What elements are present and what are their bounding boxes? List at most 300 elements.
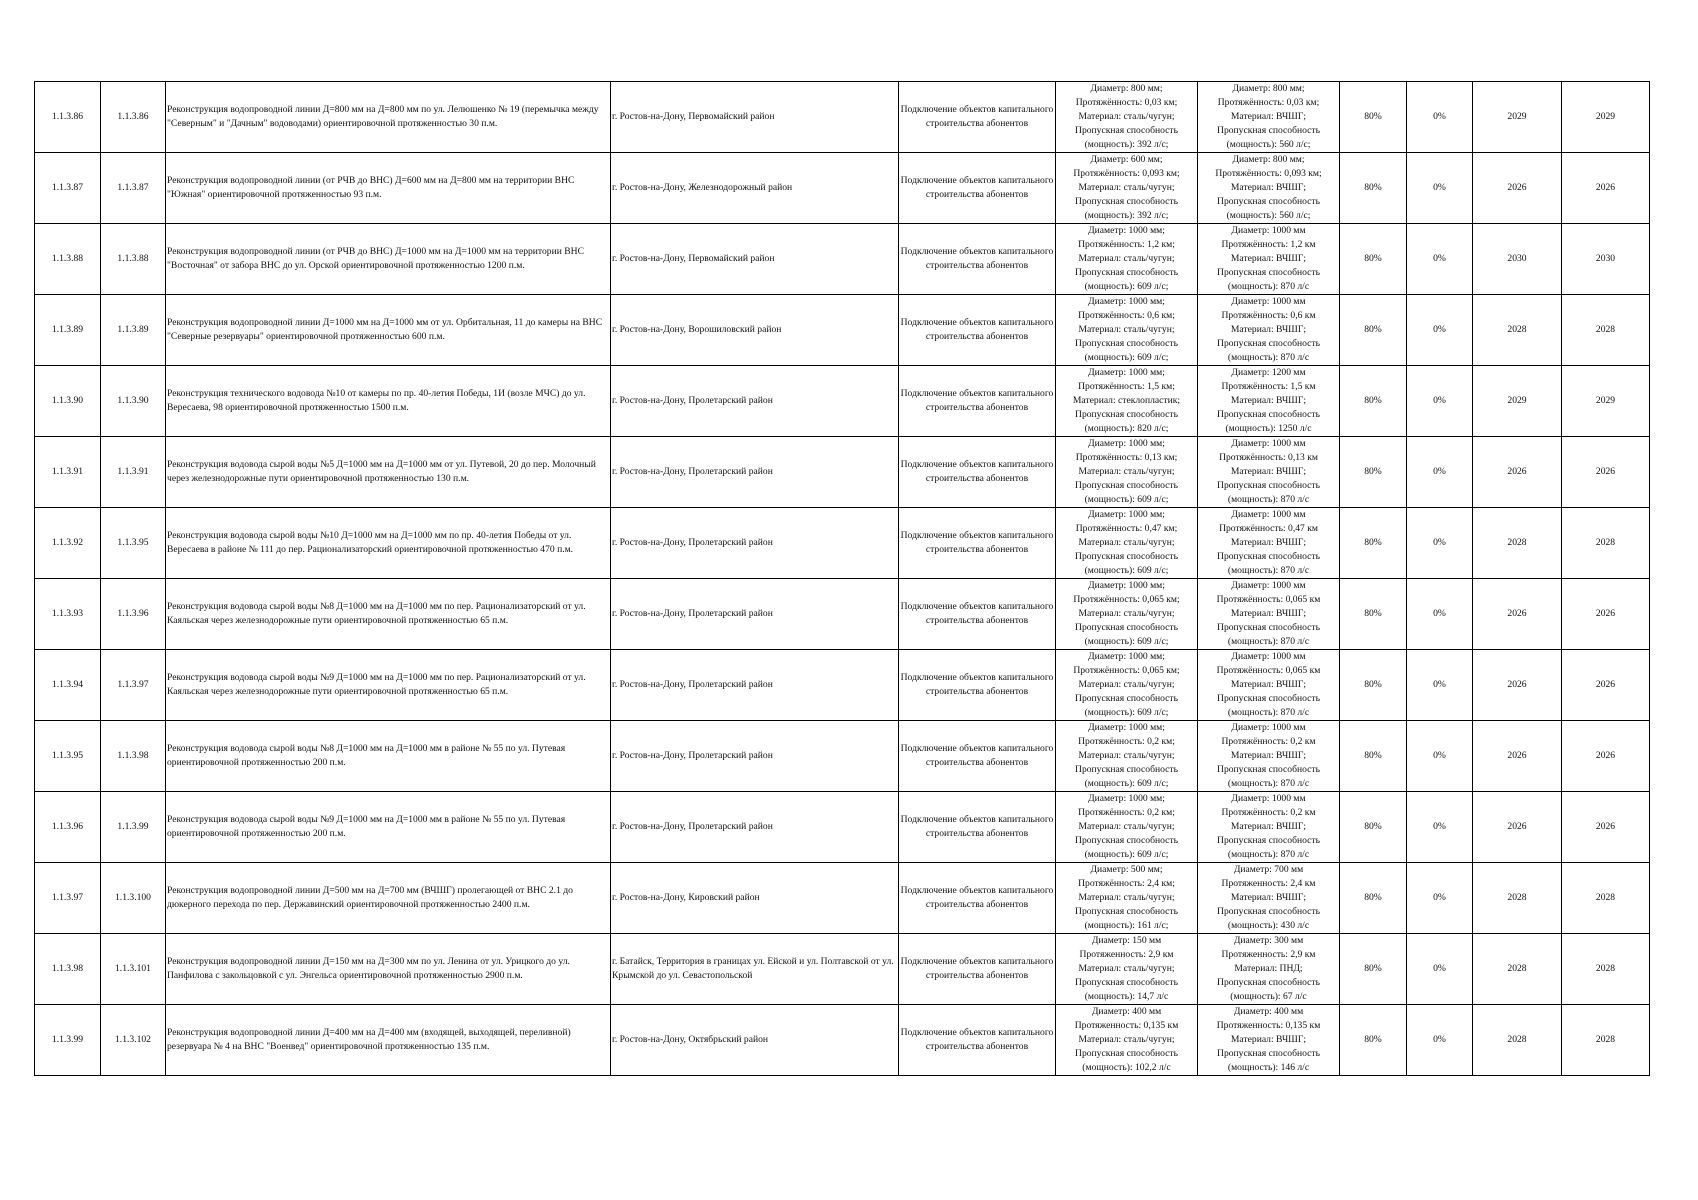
param-line: Протяженность: 2,9 км (1079, 949, 1174, 960)
table-row (35, 295, 1650, 366)
cell-params-before (1056, 508, 1198, 579)
param-line: Диаметр: 1000 мм (1231, 722, 1306, 733)
cell-project-name: Реконструкция водопроводной линии Д=400 мм на Д=400 мм (входящей, выходящей, переливной) резервуара № 4 на ВНС "Военвед" ориентировочной протяженностью 135 п.м. (166, 1005, 611, 1076)
param-line: (мощность): 609 л/с; (1084, 281, 1169, 292)
param-line: Диаметр: 800 мм; (1232, 154, 1305, 165)
cell-project-code: 1.1.3.87 (101, 153, 166, 224)
table-row (35, 366, 1650, 437)
table-row (35, 792, 1650, 863)
cell-item-number: 1.1.3.90 (35, 366, 101, 437)
cell-project-code: 1.1.3.90 (101, 366, 166, 437)
cell-params-before (1056, 1005, 1198, 1076)
param-line: Протяжённость: 0,065 км; (1073, 594, 1180, 605)
cell-location: г. Ростов-на-Дону, Пролетарский район (611, 792, 899, 863)
cell-wear-before: 80% (1340, 224, 1407, 295)
cell-wear-before: 80% (1340, 366, 1407, 437)
cell-params-before (1056, 792, 1198, 863)
cell-project-name: Реконструкция водопроводной линии (от РЧВ до ВНС) Д=1000 мм на Д=1000 мм на территории ВНС "Восточная" от забора ВНС до ул. Орской ориентировочной протяженностью 1200 п.м. (166, 224, 611, 295)
param-line: Диаметр: 1000 мм; (1088, 580, 1165, 591)
cell-project-code: 1.1.3.91 (101, 437, 166, 508)
param-line: Диаметр: 600 мм; (1090, 154, 1163, 165)
table-row (35, 82, 1650, 153)
cell-item-number: 1.1.3.93 (35, 579, 101, 650)
param-line: Диаметр: 500 мм; (1090, 864, 1163, 875)
cell-year-end: 2026 (1562, 650, 1650, 721)
param-line: Диаметр: 1000 мм; (1088, 367, 1165, 378)
param-line: (мощность): 560 л/с; (1226, 210, 1311, 221)
cell-year-end: 2028 (1562, 863, 1650, 934)
cell-wear-before: 80% (1340, 863, 1407, 934)
cell-purpose: Подключение объектов капитального строительства абонентов (899, 82, 1056, 153)
param-line: (мощность): 870 л/с (1227, 707, 1310, 718)
cell-year-end: 2028 (1562, 934, 1650, 1005)
param-line: Материал: сталь/чугун; (1078, 821, 1175, 832)
param-line: Диаметр: 1000 мм; (1088, 793, 1165, 804)
param-line: Материал: ПНД; (1234, 963, 1303, 974)
cell-year-start: 2029 (1473, 366, 1562, 437)
cell-location: г. Ростов-на-Дону, Пролетарский район (611, 650, 899, 721)
param-line: Протяжённость: 1,2 км; (1078, 239, 1175, 250)
cell-wear-after: 0% (1407, 295, 1473, 366)
cell-year-start: 2026 (1473, 437, 1562, 508)
cell-project-name: Реконструкция технического водовода №10 от камеры по пр. 40-летия Победы, 1И (возле МЧС) до ул. Вересаева, 98 ориентировочной протяженностью 1500 п.м. (166, 366, 611, 437)
param-line: Пропускная способность (1075, 1048, 1178, 1059)
param-line: Материал: сталь/чугун; (1078, 111, 1175, 122)
param-line: Диаметр: 1000 мм (1231, 793, 1306, 804)
cell-wear-after: 0% (1407, 934, 1473, 1005)
cell-wear-after: 0% (1407, 508, 1473, 579)
cell-project-name: Реконструкция водопроводной линии Д=1000 мм на Д=1000 мм от ул. Орбитальная, 11 до камеры на ВНС "Северные резервуары" ориентировочной протяженностью 600 п.м. (166, 295, 611, 366)
cell-wear-before: 80% (1340, 721, 1407, 792)
param-line: (мощность): 870 л/с (1227, 494, 1310, 505)
table-row (35, 721, 1650, 792)
param-line: (мощность): 14,7 л/с (1084, 991, 1169, 1002)
cell-project-name: Реконструкция водовода сырой воды №8 Д=1000 мм на Д=1000 мм по пер. Рационализаторский от ул. Каяльская через железнодорожные пути ориентировочной протяженностью 65 п.м. (166, 579, 611, 650)
param-line: Пропускная способность (1217, 480, 1320, 491)
param-line: Пропускная способность (1217, 551, 1320, 562)
param-line: (мощность): 609 л/с; (1084, 707, 1169, 718)
cell-wear-after: 0% (1407, 1005, 1473, 1076)
cell-wear-before: 80% (1340, 1005, 1407, 1076)
cell-wear-after: 0% (1407, 224, 1473, 295)
cell-params-before (1056, 366, 1198, 437)
cell-wear-before: 80% (1340, 792, 1407, 863)
cell-params-after (1198, 650, 1340, 721)
cell-item-number: 1.1.3.94 (35, 650, 101, 721)
cell-project-code: 1.1.3.98 (101, 721, 166, 792)
param-line: Протяжённость: 0,6 км (1221, 310, 1316, 321)
param-line: Пропускная способность (1217, 125, 1320, 136)
param-line: Материал: сталь/чугун; (1078, 253, 1175, 264)
param-line: Пропускная способность (1217, 764, 1320, 775)
cell-location: г. Ростов-на-Дону, Пролетарский район (611, 437, 899, 508)
param-line: Протяжённость: 0,065 км (1216, 594, 1321, 605)
cell-item-number: 1.1.3.96 (35, 792, 101, 863)
cell-wear-before: 80% (1340, 82, 1407, 153)
param-line: Материал: сталь/чугун; (1078, 963, 1175, 974)
param-line: Протяжённость: 0,2 км (1221, 807, 1316, 818)
cell-project-code: 1.1.3.102 (101, 1005, 166, 1076)
param-line: (мощность): 392 л/с; (1084, 139, 1169, 150)
param-line: (мощность): 870 л/с (1227, 565, 1310, 576)
cell-item-number: 1.1.3.97 (35, 863, 101, 934)
cell-location: г. Ростов-на-Дону, Первомайский район (611, 224, 899, 295)
cell-wear-after: 0% (1407, 437, 1473, 508)
cell-params-after (1198, 792, 1340, 863)
param-line: Протяжённость: 0,47 км (1219, 523, 1318, 534)
param-line: Протяжённость: 1,5 км (1221, 381, 1316, 392)
param-line: Протяжённость: 0,065 км; (1073, 665, 1180, 676)
param-line: Материал: сталь/чугун; (1078, 892, 1175, 903)
cell-project-code: 1.1.3.96 (101, 579, 166, 650)
param-line: Пропускная способность (1075, 267, 1178, 278)
param-line: Протяжённость: 0,065 км (1216, 665, 1321, 676)
cell-purpose: Подключение объектов капитального строительства абонентов (899, 437, 1056, 508)
cell-params-before (1056, 579, 1198, 650)
param-line: Пропускная способность (1075, 622, 1178, 633)
cell-params-after (1198, 863, 1340, 934)
cell-project-code: 1.1.3.100 (101, 863, 166, 934)
cell-year-end: 2026 (1562, 153, 1650, 224)
cell-purpose: Подключение объектов капитального строительства абонентов (899, 792, 1056, 863)
cell-project-name: Реконструкция водовода сырой воды №9 Д=1000 мм на Д=1000 мм в районе № 55 по ул. Путевая ориентировочной протяженностью 200 п.м. (166, 792, 611, 863)
cell-location: г. Ростов-на-Дону, Ворошиловский район (611, 295, 899, 366)
cell-params-before (1056, 82, 1198, 153)
param-line: Протяженность: 2,4 км (1221, 878, 1316, 889)
cell-project-code: 1.1.3.95 (101, 508, 166, 579)
param-line: (мощность): 870 л/с (1227, 778, 1310, 789)
cell-item-number: 1.1.3.98 (35, 934, 101, 1005)
cell-year-end: 2026 (1562, 792, 1650, 863)
param-line: Пропускная способность (1075, 338, 1178, 349)
cell-year-start: 2028 (1473, 1005, 1562, 1076)
param-line: Материал: ВЧШГ; (1230, 324, 1307, 335)
param-line: Диаметр: 1000 мм (1231, 651, 1306, 662)
param-line: Протяжённость: 0,2 км; (1078, 807, 1175, 818)
param-line: (мощность): 102,2 л/с (1082, 1062, 1171, 1073)
cell-purpose: Подключение объектов капитального строительства абонентов (899, 366, 1056, 437)
param-line: Пропускная способность (1217, 196, 1320, 207)
param-line: Пропускная способность (1075, 835, 1178, 846)
cell-wear-before: 80% (1340, 650, 1407, 721)
param-line: (мощность): 609 л/с; (1084, 778, 1169, 789)
table-row (35, 224, 1650, 295)
cell-wear-after: 0% (1407, 863, 1473, 934)
param-line: Диаметр: 1000 мм; (1088, 651, 1165, 662)
cell-location: г. Ростов-на-Дону, Октябрьский район (611, 1005, 899, 1076)
cell-item-number: 1.1.3.88 (35, 224, 101, 295)
param-line: Диаметр: 150 мм (1091, 935, 1162, 946)
cell-year-start: 2030 (1473, 224, 1562, 295)
cell-params-after (1198, 721, 1340, 792)
param-line: Диаметр: 1000 мм; (1088, 509, 1165, 520)
cell-wear-after: 0% (1407, 721, 1473, 792)
cell-location: г. Ростов-на-Дону, Пролетарский район (611, 721, 899, 792)
param-line: Материал: ВЧШГ; (1230, 750, 1307, 761)
param-line: (мощность): 1250 л/с (1225, 423, 1312, 434)
cell-purpose: Подключение объектов капитального строительства абонентов (899, 224, 1056, 295)
cell-year-end: 2029 (1562, 366, 1650, 437)
cell-project-code: 1.1.3.101 (101, 934, 166, 1005)
param-line: Материал: ВЧШГ; (1230, 821, 1307, 832)
param-line: Пропускная способность (1217, 409, 1320, 420)
cell-project-name: Реконструкция водопроводной линии Д=150 мм на Д=300 мм по ул. Ленина от ул. Урицкого до ул. Панфилова с закольцовкой с ул. Энгельса ориентировочной протяженностью 2900 п.м. (166, 934, 611, 1005)
param-line: (мощность): 392 л/с; (1084, 210, 1169, 221)
table-row (35, 650, 1650, 721)
cell-year-end: 2028 (1562, 508, 1650, 579)
param-line: Диаметр: 1000 мм (1231, 509, 1306, 520)
cell-project-name: Реконструкция водовода сырой воды №5 Д=1000 мм на Д=1000 мм от ул. Путевой, 20 до пер. Молочный через железнодорожные пути ориентировочной протяженностью 130 п.м. (166, 437, 611, 508)
param-line: Диаметр: 400 мм (1233, 1006, 1304, 1017)
cell-purpose: Подключение объектов капитального строительства абонентов (899, 153, 1056, 224)
param-line: Материал: ВЧШГ; (1230, 1034, 1307, 1045)
table-row (35, 863, 1650, 934)
cell-params-after (1198, 295, 1340, 366)
param-line: Материал: сталь/чугун; (1078, 182, 1175, 193)
cell-purpose: Подключение объектов капитального строительства абонентов (899, 1005, 1056, 1076)
cell-params-before (1056, 437, 1198, 508)
cell-params-after (1198, 153, 1340, 224)
cell-wear-before: 80% (1340, 153, 1407, 224)
cell-wear-after: 0% (1407, 792, 1473, 863)
cell-wear-before: 80% (1340, 579, 1407, 650)
param-line: Пропускная способность (1075, 977, 1178, 988)
cell-params-before (1056, 934, 1198, 1005)
cell-params-after (1198, 82, 1340, 153)
param-line: Протяженность: 2,9 км (1221, 949, 1316, 960)
cell-item-number: 1.1.3.99 (35, 1005, 101, 1076)
param-line: Материал: сталь/чугун; (1078, 679, 1175, 690)
param-line: Материал: сталь/чугун; (1078, 608, 1175, 619)
cell-params-after (1198, 508, 1340, 579)
cell-purpose: Подключение объектов капитального строительства абонентов (899, 934, 1056, 1005)
cell-params-before (1056, 295, 1198, 366)
param-line: Диаметр: 800 мм; (1090, 83, 1163, 94)
cell-project-code: 1.1.3.88 (101, 224, 166, 295)
cell-purpose: Подключение объектов капитального строительства абонентов (899, 721, 1056, 792)
cell-year-end: 2029 (1562, 82, 1650, 153)
cell-project-code: 1.1.3.89 (101, 295, 166, 366)
param-line: Пропускная способность (1217, 267, 1320, 278)
cell-location: г. Батайск, Территория в границах ул. Ейской и ул. Полтавской от ул. Крымской до ул. Севастопольской (611, 934, 899, 1005)
param-line: Пропускная способность (1075, 551, 1178, 562)
cell-purpose: Подключение объектов капитального строительства абонентов (899, 508, 1056, 579)
param-line: Пропускная способность (1075, 480, 1178, 491)
cell-params-before (1056, 650, 1198, 721)
cell-year-start: 2026 (1473, 721, 1562, 792)
param-line: Диаметр: 1000 мм; (1088, 296, 1165, 307)
table-row (35, 579, 1650, 650)
param-line: (мощность): 609 л/с; (1084, 494, 1169, 505)
cell-location: г. Ростов-на-Дону, Кировский район (611, 863, 899, 934)
param-line: Протяжённость: 0,093 км; (1215, 168, 1322, 179)
cell-wear-before: 80% (1340, 934, 1407, 1005)
param-line: Материал: ВЧШГ; (1230, 892, 1307, 903)
table-row (35, 437, 1650, 508)
cell-year-start: 2029 (1473, 82, 1562, 153)
cell-location: г. Ростов-на-Дону, Пролетарский район (611, 579, 899, 650)
cell-wear-after: 0% (1407, 366, 1473, 437)
cell-year-end: 2026 (1562, 721, 1650, 792)
param-line: Протяжённость: 0,03 км; (1075, 97, 1178, 108)
cell-params-after (1198, 224, 1340, 295)
param-line: (мощность): 870 л/с (1227, 352, 1310, 363)
cell-year-end: 2028 (1562, 295, 1650, 366)
table-body (35, 82, 1650, 1076)
param-line: (мощность): 870 л/с (1227, 281, 1310, 292)
param-line: Диаметр: 700 мм (1233, 864, 1304, 875)
param-line: Материал: ВЧШГ; (1230, 537, 1307, 548)
param-line: Пропускная способность (1217, 906, 1320, 917)
table-row (35, 1005, 1650, 1076)
cell-params-after (1198, 1005, 1340, 1076)
cell-year-start: 2028 (1473, 508, 1562, 579)
param-line: (мощность): 430 л/с (1227, 920, 1310, 931)
cell-year-start: 2026 (1473, 153, 1562, 224)
param-line: Диаметр: 800 мм; (1232, 83, 1305, 94)
param-line: Диаметр: 1000 мм; (1088, 438, 1165, 449)
cell-year-start: 2028 (1473, 863, 1562, 934)
param-line: Пропускная способность (1075, 196, 1178, 207)
cell-location: г. Ростов-на-Дону, Пролетарский район (611, 366, 899, 437)
param-line: (мощность): 609 л/с; (1084, 636, 1169, 647)
param-line: Пропускная способность (1075, 125, 1178, 136)
cell-year-end: 2026 (1562, 579, 1650, 650)
cell-purpose: Подключение объектов капитального строительства абонентов (899, 295, 1056, 366)
param-line: Диаметр: 1200 мм (1231, 367, 1306, 378)
param-line: Пропускная способность (1075, 693, 1178, 704)
investment-table (34, 81, 1650, 1076)
param-line: Протяжённость: 0,13 км (1219, 452, 1318, 463)
table-row (35, 153, 1650, 224)
cell-item-number: 1.1.3.89 (35, 295, 101, 366)
cell-year-end: 2030 (1562, 224, 1650, 295)
cell-params-before (1056, 721, 1198, 792)
table-row (35, 934, 1650, 1005)
param-line: Пропускная способность (1217, 977, 1320, 988)
param-line: Пропускная способность (1217, 1048, 1320, 1059)
param-line: Диаметр: 300 мм (1233, 935, 1304, 946)
cell-location: г. Ростов-на-Дону, Первомайский район (611, 82, 899, 153)
cell-project-name: Реконструкция водопроводной линии Д=500 мм на Д=700 мм (ВЧШГ) пролегающей от ВНС 2.1 до дюкерного перехода по пер. Державинский ориентировочной протяженностью 2400 п.м. (166, 863, 611, 934)
table-row (35, 508, 1650, 579)
cell-project-name: Реконструкция водовода сырой воды №10 Д=1000 мм на Д=1000 мм по пр. 40-летия Победы от ул. Вересаева в районе № 111 до пер. Рационализаторский ориентировочной протяженностью 470 п.м. (166, 508, 611, 579)
param-line: Материал: стеклопластик; (1072, 395, 1181, 406)
param-line: Материал: сталь/чугун; (1078, 750, 1175, 761)
cell-year-start: 2028 (1473, 295, 1562, 366)
cell-params-after (1198, 579, 1340, 650)
cell-params-before (1056, 224, 1198, 295)
param-line: Пропускная способность (1075, 906, 1178, 917)
param-line: Материал: ВЧШГ; (1230, 466, 1307, 477)
param-line: Пропускная способность (1217, 693, 1320, 704)
cell-year-end: 2026 (1562, 437, 1650, 508)
cell-purpose: Подключение объектов капитального строительства абонентов (899, 863, 1056, 934)
param-line: Диаметр: 1000 мм (1231, 580, 1306, 591)
param-line: (мощность): 146 л/с (1227, 1062, 1310, 1073)
param-line: Материал: сталь/чугун; (1078, 466, 1175, 477)
param-line: Пропускная способность (1217, 835, 1320, 846)
cell-purpose: Подключение объектов капитального строительства абонентов (899, 650, 1056, 721)
cell-year-start: 2028 (1473, 934, 1562, 1005)
cell-project-code: 1.1.3.86 (101, 82, 166, 153)
cell-params-after (1198, 437, 1340, 508)
param-line: Пропускная способность (1075, 409, 1178, 420)
cell-location: г. Ростов-на-Дону, Железнодорожный район (611, 153, 899, 224)
param-line: Материал: ВЧШГ; (1230, 253, 1307, 264)
param-line: (мощность): 870 л/с (1227, 636, 1310, 647)
cell-params-after (1198, 366, 1340, 437)
param-line: Диаметр: 400 мм (1091, 1006, 1162, 1017)
cell-year-start: 2026 (1473, 650, 1562, 721)
param-line: Материал: ВЧШГ; (1230, 608, 1307, 619)
param-line: (мощность): 67 л/с (1230, 991, 1307, 1002)
param-line: Протяжённость: 1,2 км (1221, 239, 1316, 250)
param-line: Материал: сталь/чугун; (1078, 537, 1175, 548)
cell-project-name: Реконструкция водовода сырой воды №8 Д=1000 мм на Д=1000 мм в районе № 55 по ул. Путевая ориентировочной протяженностью 200 п.м. (166, 721, 611, 792)
param-line: Протяжённость: 0,2 км (1221, 736, 1316, 747)
cell-year-start: 2026 (1473, 792, 1562, 863)
param-line: Протяженность: 0,135 км (1216, 1020, 1321, 1031)
param-line: Протяженность: 0,135 км (1074, 1020, 1179, 1031)
param-line: Материал: сталь/чугун; (1078, 1034, 1175, 1045)
cell-item-number: 1.1.3.87 (35, 153, 101, 224)
param-line: (мощность): 609 л/с; (1084, 849, 1169, 860)
param-line: Протяжённость: 0,6 км; (1078, 310, 1175, 321)
param-line: (мощность): 820 л/с; (1084, 423, 1169, 434)
cell-project-name: Реконструкция водовода сырой воды №9 Д=1000 мм на Д=1000 мм по пер. Рационализаторский от ул. Каяльская через железнодорожные пути ориентировочной протяженностью 65 п.м. (166, 650, 611, 721)
param-line: (мощность): 609 л/с; (1084, 565, 1169, 576)
cell-wear-before: 80% (1340, 295, 1407, 366)
cell-year-end: 2028 (1562, 1005, 1650, 1076)
param-line: Протяжённость: 1,5 км; (1078, 381, 1175, 392)
cell-item-number: 1.1.3.95 (35, 721, 101, 792)
param-line: (мощность): 609 л/с; (1084, 352, 1169, 363)
param-line: Протяжённость: 0,2 км; (1078, 736, 1175, 747)
cell-params-before (1056, 863, 1198, 934)
param-line: Диаметр: 1000 мм; (1088, 225, 1165, 236)
cell-project-name: Реконструкция водопроводной линии (от РЧВ до ВНС) Д=600 мм на Д=800 мм на территории ВНС "Южная" ориентировочной протяженностью 93 п.м. (166, 153, 611, 224)
param-line: (мощность): 161 л/с; (1084, 920, 1169, 931)
param-line: (мощность): 870 л/с (1227, 849, 1310, 860)
param-line: Диаметр: 1000 мм (1231, 438, 1306, 449)
param-line: Протяжённость: 0,47 км; (1075, 523, 1178, 534)
cell-item-number: 1.1.3.91 (35, 437, 101, 508)
param-line: Пропускная способность (1217, 622, 1320, 633)
param-line: Протяжённость: 0,13 км; (1075, 452, 1178, 463)
param-line: Пропускная способность (1075, 764, 1178, 775)
cell-wear-after: 0% (1407, 153, 1473, 224)
cell-item-number: 1.1.3.92 (35, 508, 101, 579)
cell-item-number: 1.1.3.86 (35, 82, 101, 153)
cell-purpose: Подключение объектов капитального строительства абонентов (899, 579, 1056, 650)
cell-wear-before: 80% (1340, 508, 1407, 579)
cell-wear-after: 0% (1407, 82, 1473, 153)
cell-project-code: 1.1.3.97 (101, 650, 166, 721)
param-line: Диаметр: 1000 мм (1231, 225, 1306, 236)
cell-params-after (1198, 934, 1340, 1005)
cell-wear-after: 0% (1407, 579, 1473, 650)
param-line: Протяжённость: 2,4 км; (1078, 878, 1175, 889)
cell-year-start: 2026 (1473, 579, 1562, 650)
cell-params-before (1056, 153, 1198, 224)
cell-wear-after: 0% (1407, 650, 1473, 721)
param-line: Пропускная способность (1217, 338, 1320, 349)
param-line: Материал: сталь/чугун; (1078, 324, 1175, 335)
cell-location: г. Ростов-на-Дону, Пролетарский район (611, 508, 899, 579)
param-line: Диаметр: 1000 мм (1231, 296, 1306, 307)
param-line: Протяжённость: 0,093 км; (1073, 168, 1180, 179)
